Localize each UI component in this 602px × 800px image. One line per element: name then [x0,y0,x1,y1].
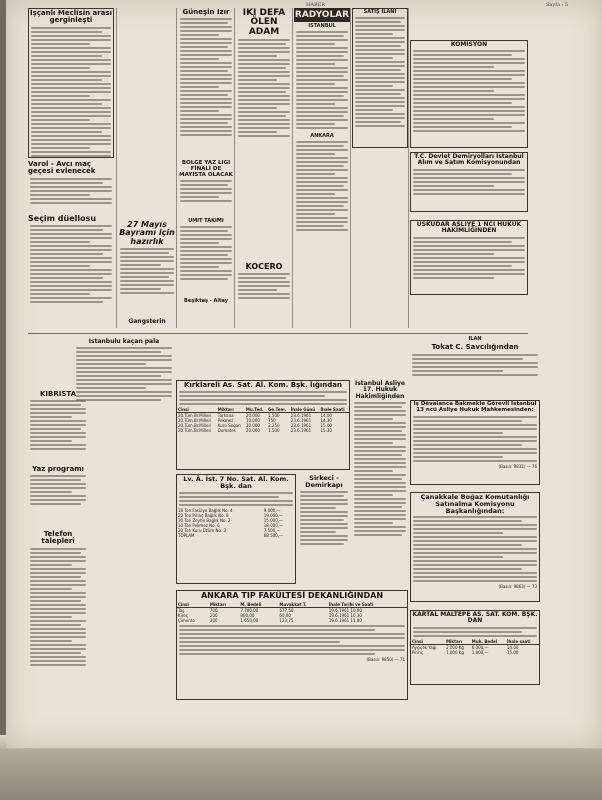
table-cell: 20.000 [245,428,260,434]
table-cell: 19.000,— [263,512,284,518]
newspaper-page [6,0,602,748]
article-devlet [410,400,540,485]
table-header-cell: Miktarı [209,602,239,608]
article-body [411,627,539,637]
table-header-cell: İhale Tarihi ve Saati [328,602,407,608]
article-tokat [410,336,540,396]
press-code: (Basın: 9863) — 73 [498,584,537,590]
article-iki-defa [236,8,292,158]
headline: İşçanlı Meclisin arası gerginleşti [30,9,112,25]
article-body [28,225,114,303]
column-rule [116,8,117,328]
article-body [178,180,234,202]
table-cell: 1.500 [268,413,280,419]
city-heading-istanbul: ISTANBUL [308,23,336,29]
table-cell: 19.6.1961 11.00 [328,618,362,624]
article-istanbul-kacan [74,338,174,410]
table-cell: 2.250 [268,423,280,429]
table-cell: 15.00 [320,423,332,429]
article-body [29,27,113,158]
article-body [411,416,539,462]
article-ankara-tip [176,590,408,700]
table-cell: 750 [268,418,276,424]
table-cell: 14.30 [320,418,332,424]
article-satis-ilani [352,8,408,148]
table-cell: TOPLAM [178,532,195,538]
table-cell: 14.00 [320,413,332,419]
headline: ÜMİT TAKIMI [188,218,224,224]
article-body [410,354,540,376]
headline: İstanbul Asliye 17. Hukuk Hakimliğinden [354,380,405,400]
table-cell: 20.Tüm.Br.Milleri [178,428,212,434]
table-cell: 7.700,00 [240,608,259,614]
table-cell: 577,50 [279,608,294,614]
article-canakkale [410,492,540,602]
article-gunes [178,8,234,158]
headline: İstanbulu kaçan pala [88,338,160,345]
table-cell: 6.000,— [471,644,489,650]
headline: Varol - Avcı maç geçesi evlenecek [28,160,96,176]
table-cell: Tarhana [217,413,234,419]
table-cell: 19.6.1961 10.30 [328,613,362,619]
article-lv-as [176,474,296,584]
table-row [411,650,539,655]
article-body [177,625,407,655]
column-rule [234,8,235,328]
table-cell: 20.Tüm.Br.Milleri [178,413,212,419]
table-cell: Çimento [178,618,195,624]
article-kocero [236,262,292,322]
headline: KOCERO [245,262,283,271]
headline: T.C. Devlet Demiryolları İstanbul Alım ve Satım Komisyonundan [414,153,524,167]
table-cell: 23.6.1961 [290,418,312,424]
article-body [118,248,176,294]
headline: Telefon talepleri [41,530,75,546]
table-cell: 123,75 [279,618,294,624]
headline: KOMİSYON [450,41,488,48]
headline: Gangsterin [128,318,166,325]
headline: Yaz programı [32,465,84,473]
table-cell: 1.500 [268,428,280,434]
article-yaz-programi [28,465,88,525]
headline: IKI DEFA ÖLEN ADAM [242,8,286,37]
table-cell: 10 Ton Pekmez No. 6 [178,522,220,528]
table-cell: 20 Ton Kuru Üzüm No. 3 [178,527,226,533]
table-cell: 10.000 [245,418,260,424]
article-body [28,400,88,450]
table-row [177,618,407,623]
headline: 27 Mayıs Bayramı için hazırlık [119,220,175,246]
table-cell: Taş [178,608,185,614]
table-header-cell: Cinsi [177,407,217,413]
article-body [28,548,88,666]
ilan-heading: İLAN [468,336,482,342]
article-body [177,391,349,405]
table-cell: 7.500,— [263,527,281,533]
table-header-cell: İhale Günü [290,407,320,413]
section-rule [28,333,528,334]
issue-label: HABER [306,2,326,8]
article-body [411,50,527,132]
table-header-cell: Mu.Ted. [245,407,267,413]
article-bayram [118,220,176,315]
city-heading-ankara: ANKARA [310,133,334,139]
article-body [352,402,408,536]
table-cell: 18 Ton Fasülye Bağlık No. 4 [178,507,233,513]
table-header-cell: Cinsi [411,639,445,645]
headline: Tokat C. Savcılığından [431,343,519,352]
article-iscanli [28,8,114,158]
table-header-cell: Ge.Tem. [267,407,290,413]
table-cell: 23.6.1961 [290,423,312,429]
press-code: (Basın: 9850) — 71 [366,657,405,663]
column-rule [350,8,351,328]
article-kibrista [28,390,88,460]
article-body [28,178,114,204]
table-cell: 18.000,— [263,522,284,528]
table-cell: 68.500,— [263,532,284,538]
headline: Beşiktaş - Altay [184,298,228,304]
table-header-cell: Muh. Bedel [471,639,506,645]
article-sirkeci [298,474,350,584]
column-rule [292,8,293,328]
article-body [411,516,539,582]
article-body [178,18,234,136]
column-rule [408,8,409,328]
headline: BÖLGE YAZ LİGİ FİNALİ DE MAYISTA OLACAK [179,160,233,178]
headline: Seçim düellosu [28,214,97,223]
table-cell: 9.000,— [263,507,281,513]
article-body [74,347,174,401]
press-code: (Basın: 9831) — 76 [498,463,537,469]
article-bolge [178,160,234,215]
table-header-cell: İhale Saati [320,407,349,413]
radyolar-banner: RADYOLAR [294,10,350,20]
lv-table [177,508,295,538]
headline: Çanakkale Boğaz Komutanlığı Satınalma Komisyonu Başkanlığından: [420,493,530,515]
article-kartal [410,610,540,685]
headline: ANKARA TIP FAKÜLTESİ DEKANLIĞINDAN [200,591,384,600]
table-cell: 1.800,— [471,649,489,655]
table-cell: 23.6.1961 [290,428,312,434]
table-cell: Kuru Soğan [217,423,241,429]
table-cell: 23.6.1961 [290,413,312,419]
headline: KIBRISTA [39,390,77,398]
table-cell: 20.000 [245,413,260,419]
table-cell: Kireç [178,613,188,619]
article-secim [28,214,114,314]
headline: Güneşin Izır [182,8,230,16]
article-komisyon [410,40,528,148]
kartal-table [411,639,539,655]
table-header-cell: M. Bedeli [239,602,278,608]
table-cell: 300 [209,618,218,624]
program-list [294,141,350,231]
table-cell: 800,00 [240,613,255,619]
table-cell: 15.00 [506,649,519,655]
article-body [411,237,527,279]
table-cell: 14.00 [506,644,519,650]
article-telefon [28,530,88,700]
article-gangsterin [118,318,176,332]
table-cell: 19.6.1961 10.00 [328,608,362,614]
headline: KARTAL MALTEPE AS. SAT. KOM. BŞK. DAN [412,611,538,625]
ankara-table [177,602,407,623]
article-umit [178,218,234,293]
article-uskudar [410,220,528,295]
table-cell: 1.650,00 [240,618,259,624]
table-header-cell: Miktarı [445,639,471,645]
headline: SATIŞ İLANI [363,9,397,15]
article-body [236,273,292,299]
article-body [411,169,527,195]
table-cell: 700 [209,608,218,614]
table-cell: 20.Tüm.Br.Milleri [178,418,212,424]
table-cell: 20.Tüm.Br.Milleri [178,423,212,429]
table-header-cell: İhale saati [506,639,539,645]
table-row [177,428,349,433]
article-kirklareli [176,380,350,470]
table-cell: Pirinç [412,649,423,655]
table-header-cell: Cinsi [177,602,209,608]
page-folio: Sayfa : 5 [546,2,569,8]
headline: Lv. Â. İst. 7 No. Sat. Al. Kom. Bşk. dan [183,475,289,490]
table-header-cell: Muvakkat T. [278,602,327,608]
headline: Kırklareli As. Sat. Al. Kom. Bşk. lığından [184,381,342,389]
table-cell: 1.000 Kg [446,649,464,655]
program-list [294,31,350,129]
article-tcdd [410,152,528,212]
article-body [177,492,295,506]
article-body [353,17,407,127]
table-cell: 15.000,— [263,517,284,523]
table-cell: 60,00 [279,613,291,619]
table-header-cell: Miktarı [217,407,245,413]
article-body [298,491,350,545]
table-cell: 15.30 [320,428,332,434]
headline: İş Dévalanca Bakmekle Görevli İstanbul 13 ncü Asliye Hukuk Mahkemesinden: [413,401,537,413]
article-body [236,39,292,137]
article-body [178,226,234,280]
article-istanbul-asliye [352,380,408,560]
table-cell: 20 Ton Pirinç Bağlık No. 8 [178,512,229,518]
kirklareli-table [177,407,349,433]
headline: Sirkeci - Demirkapı [305,474,343,489]
article-varol [28,160,114,210]
article-body [28,475,88,505]
article-radyolar [294,8,350,308]
table-cell: 30 Ton Zeytin Bağlık No. 2 [178,517,231,523]
column-rule [176,8,177,328]
article-besiktas [178,298,234,312]
table-cell: Domates [217,428,236,434]
table-row [177,533,295,538]
headline: ÜSKÜDAR ASLİYE 1 NCİ HUKUK HAKİMLİĞİNDEN [416,221,522,235]
table-cell: Pekmez [217,418,234,424]
table-cell: Ayçiçek Yağı [412,644,437,650]
table-cell: 200 [209,613,218,619]
table-cell: 30.000 [245,423,260,429]
table-cell: 2.000 Kg [446,644,464,650]
